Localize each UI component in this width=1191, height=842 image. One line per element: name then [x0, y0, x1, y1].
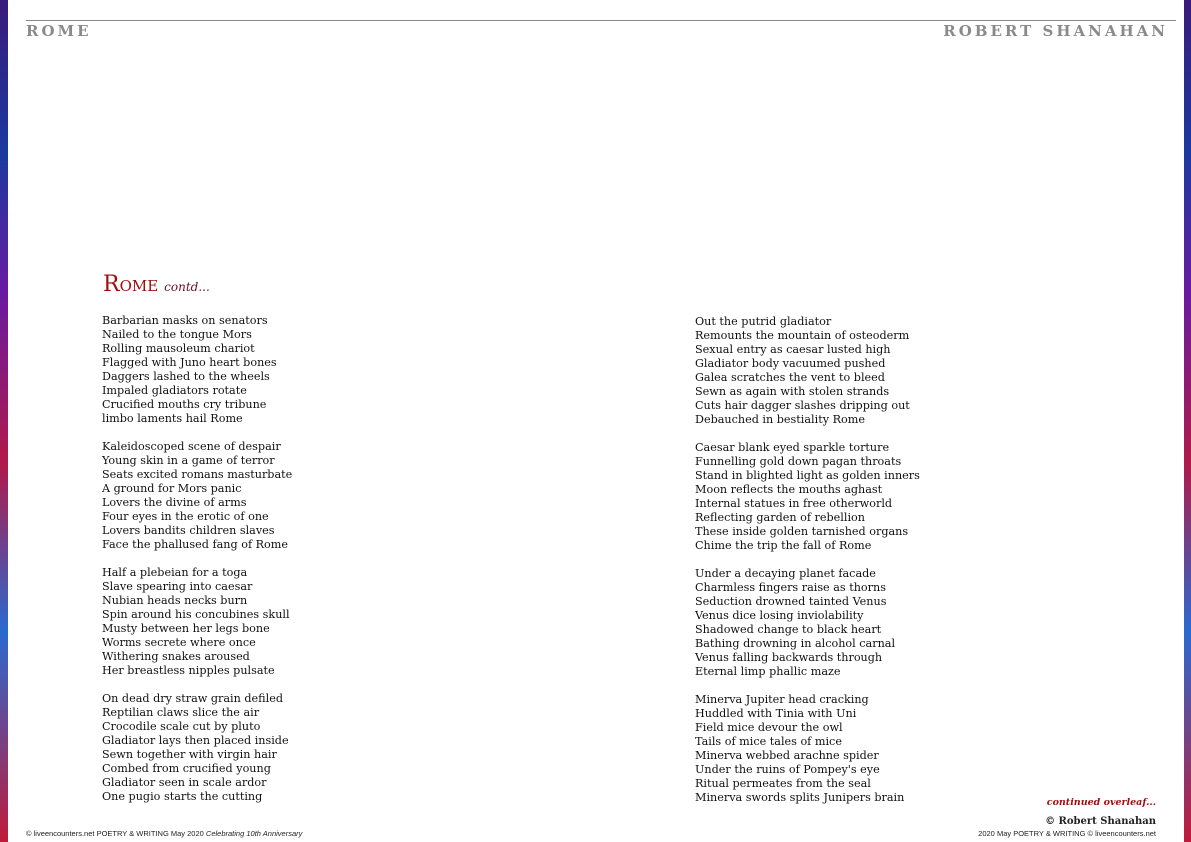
stanza — [102, 566, 292, 678]
poem-line: Her breastless nipples pulsate — [102, 664, 275, 677]
poem-line: Seats excited romans masturbate — [102, 468, 293, 481]
poem-line: Reflecting garden of rebellion — [695, 511, 865, 524]
poem-line: limbo laments hail Rome — [102, 412, 243, 425]
header-author: ROBERT SHANAHAN — [943, 22, 1168, 40]
stanza — [695, 693, 920, 805]
stanza — [102, 314, 292, 426]
poem-line: Combed from crucified young — [102, 762, 271, 775]
poem-line: Gladiator seen in scale ardor — [102, 776, 267, 789]
header-title: ROME — [26, 22, 92, 40]
poem-line: Charmless fingers raise as thorns — [695, 581, 886, 594]
poem-line: Minerva Jupiter head cracking — [695, 693, 869, 706]
poem-line: Minerva swords splits Junipers brain — [695, 791, 905, 804]
poem-line: Huddled with Tinia with Uni — [695, 707, 857, 720]
stanza — [102, 692, 292, 804]
footer-right: 2020 May POETRY & WRITING © liveencounters.net — [978, 829, 1156, 838]
poem-line: Crucified mouths cry tribune — [102, 398, 267, 411]
document-page — [8, 0, 1184, 842]
footer-left — [26, 829, 302, 838]
stanza — [695, 315, 920, 427]
poem-line: Sewn together with virgin hair — [102, 748, 277, 761]
poem-line: Gladiator body vacuumed pushed — [695, 357, 886, 370]
stanza — [102, 440, 292, 552]
poem-contd: contd... — [164, 280, 210, 294]
poem-line: Internal statues in free otherworld — [695, 497, 893, 510]
poem-line: Nailed to the tongue Mors — [102, 328, 252, 341]
poem-column-right — [695, 315, 920, 819]
poem-line: Lovers bandits children slaves — [102, 524, 275, 537]
poem-line: Worms secrete where once — [102, 636, 256, 649]
poem-line: Shadowed change to black heart — [695, 623, 882, 636]
header-rule — [26, 20, 1176, 21]
poem-line: Sexual entry as caesar lusted high — [695, 343, 891, 356]
poem-line: Four eyes in the erotic of one — [102, 510, 269, 523]
poem-line: Barbarian masks on senators — [102, 314, 268, 327]
poem-line: Under a decaying planet facade — [695, 567, 876, 580]
poem-line: Ritual permeates from the seal — [695, 777, 871, 790]
poem-line: Field mice devour the owl — [695, 721, 843, 734]
poem-line: On dead dry straw grain defiled — [102, 692, 283, 705]
poem-line: Galea scratches the vent to bleed — [695, 371, 885, 384]
poem-line: Venus dice losing inviolability — [695, 609, 864, 622]
stanza — [695, 567, 920, 679]
poem-line: One pugio starts the cutting — [102, 790, 263, 803]
poem-line: Face the phallused fang of Rome — [102, 538, 289, 551]
poem-column-left — [102, 314, 292, 818]
poem-line: Nubian heads necks burn — [102, 594, 248, 607]
poem-line: Withering snakes aroused — [102, 650, 250, 663]
poem-line: Slave spearing into caesar — [102, 580, 253, 593]
poem-line: Lovers the divine of arms — [102, 496, 247, 509]
poem-line: Tails of mice tales of mice — [695, 735, 842, 748]
poem-line: Debauched in bestiality Rome — [695, 413, 865, 426]
poem-line: Musty between her legs bone — [102, 622, 270, 635]
poem-line: Gladiator lays then placed inside — [102, 734, 289, 747]
footer-left-main: © liveencounters.net POETRY & WRITING May 2020 — [26, 829, 204, 838]
poem-line: Eternal limp phallic maze — [695, 665, 841, 678]
poem-line: Crocodile scale cut by pluto — [102, 720, 261, 733]
poem-line: Flagged with Juno heart bones — [102, 356, 277, 369]
poem-line: Reptilian claws slice the air — [102, 706, 260, 719]
poem-line: Under the ruins of Pompey's eye — [695, 763, 880, 776]
poem-line: Bathing drowning in alcohol carnal — [695, 637, 896, 650]
footer-left-italic: Celebrating 10th Anniversary — [205, 829, 303, 838]
poem-line: Funnelling gold down pagan throats — [695, 455, 902, 468]
continued-overleaf: continued overleaf... — [1046, 797, 1156, 808]
poem-line: Stand in blighted light as golden inners — [695, 469, 920, 482]
poem-line: Impaled gladiators rotate — [102, 384, 247, 397]
poem-title-text: Rome — [103, 272, 159, 297]
poem-line: Young skin in a game of terror — [102, 454, 275, 467]
poem-line: Cuts hair dagger slashes dripping out — [695, 399, 910, 412]
poem-line: Kaleidoscoped scene of despair — [102, 440, 281, 453]
poem-line: Chime the trip the fall of Rome — [695, 539, 872, 552]
poem-line: Venus falling backwards through — [695, 651, 883, 664]
poem-line: Moon reflects the mouths aghast — [695, 483, 883, 496]
poem-line: Seduction drowned tainted Venus — [695, 595, 887, 608]
poem-line: Spin around his concubines skull — [102, 608, 290, 621]
poem-line: These inside golden tarnished organs — [695, 525, 909, 538]
poem-line: Out the putrid gladiator — [695, 315, 832, 328]
copyright: © Robert Shanahan — [1045, 816, 1156, 827]
poem-line: Minerva webbed arachne spider — [695, 749, 879, 762]
poem-line: A ground for Mors panic — [102, 482, 242, 495]
poem-line: Daggers lashed to the wheels — [102, 370, 270, 383]
stanza — [695, 441, 920, 553]
poem-title — [103, 272, 210, 297]
poem-line: Sewn as again with stolen strands — [695, 385, 890, 398]
poem-line: Caesar blank eyed sparkle torture — [695, 441, 890, 454]
poem-line: Half a plebeian for a toga — [102, 566, 248, 579]
poem-line: Remounts the mountain of osteoderm — [695, 329, 910, 342]
poem-line: Rolling mausoleum chariot — [102, 342, 255, 355]
